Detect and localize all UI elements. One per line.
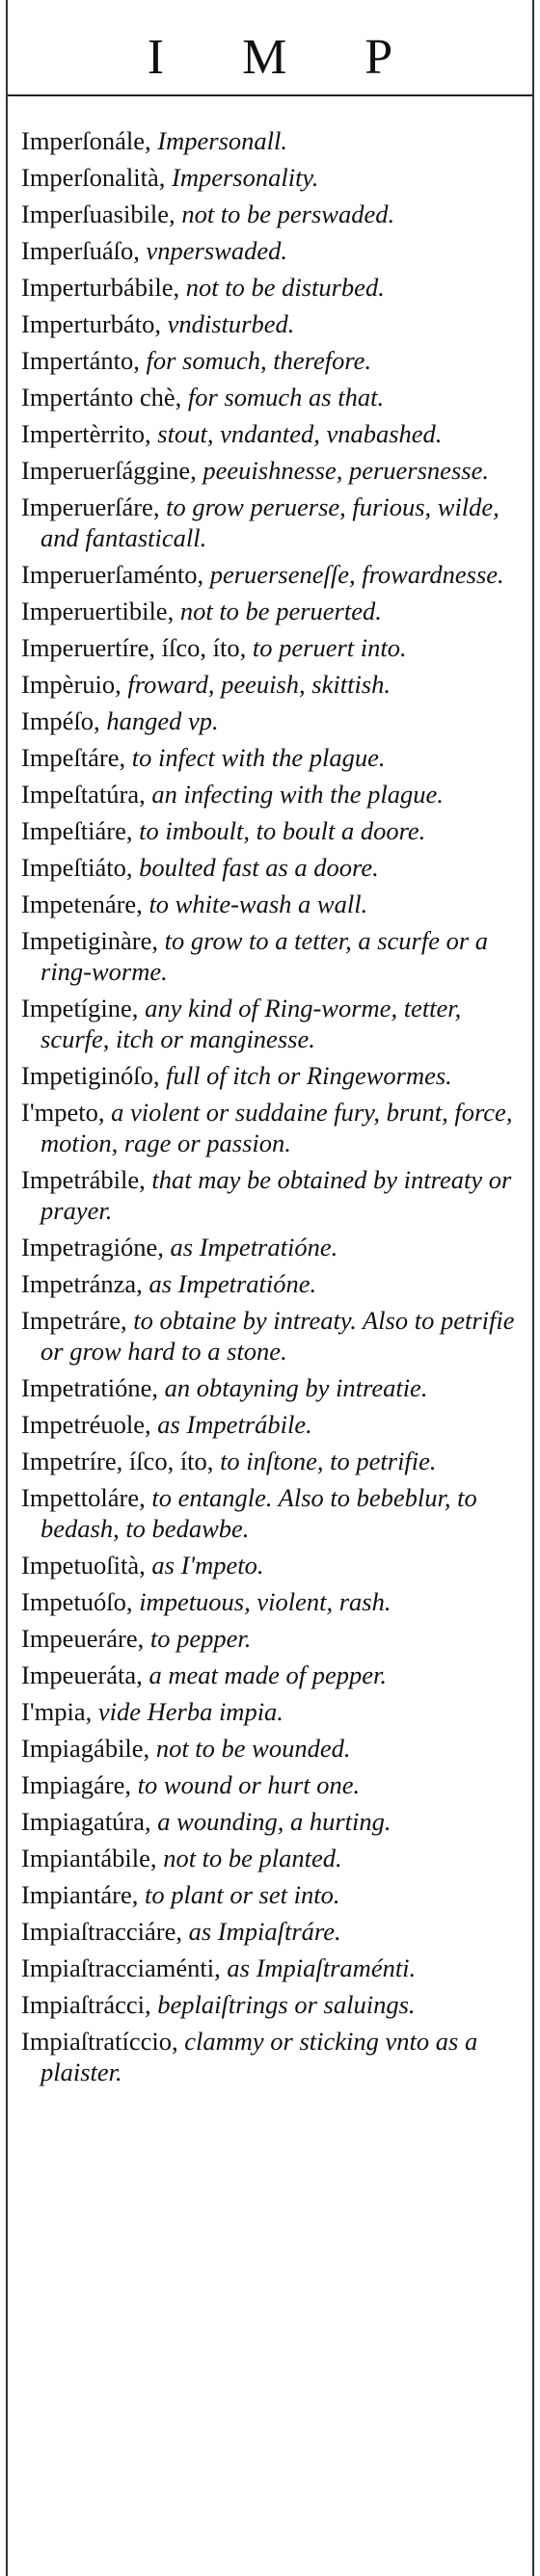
dictionary-entry	[21, 1586, 519, 1617]
entry-headword: Impeueráre,	[21, 1624, 145, 1653]
entry-definition: to grow peruerse, furious, wilde, and fantasticall.	[40, 492, 500, 552]
entry-definition: that may be obtained by intreaty or prayer.	[40, 1165, 512, 1225]
entry-definition: to infect with the plague.	[125, 743, 386, 772]
dictionary-entry	[21, 1409, 519, 1440]
dictionary-entry	[21, 1372, 519, 1403]
dictionary-entry	[21, 455, 519, 486]
entry-headword: Impetránza,	[21, 1269, 143, 1298]
entry-headword: Imperuerſággine,	[21, 456, 197, 485]
entry-definition: impetuous, violent, rash.	[132, 1587, 392, 1616]
entry-definition: full of itch or Ringewormes.	[159, 1061, 452, 1090]
entry-headword: Impéſo,	[21, 706, 100, 735]
dictionary-entry	[21, 1660, 519, 1690]
dictionary-entry	[21, 632, 519, 663]
running-head: I M P	[147, 30, 426, 85]
entry-definition: to obtaine by intreaty. Also to petrifie or grow hard to a stone.	[40, 1306, 515, 1366]
entry-headword: Impetenáre,	[21, 890, 143, 918]
entry-definition: Impersonality.	[165, 163, 319, 192]
entry-headword: Impeſtáre,	[21, 743, 126, 772]
entry-headword: Impeſtatúra,	[21, 780, 146, 809]
dictionary-entry	[21, 491, 519, 553]
entry-definition: for somuch as that.	[181, 383, 385, 412]
dictionary-entry	[21, 199, 519, 229]
entry-definition: vndisturbed.	[160, 309, 295, 338]
entry-headword: Imperuerſaménto,	[21, 560, 204, 589]
dictionary-entry	[21, 1806, 519, 1837]
dictionary-entry	[21, 382, 519, 412]
entry-headword: Imperuerſáre,	[21, 492, 160, 521]
entry-definition: Impersonall.	[150, 126, 287, 155]
dictionary-entry	[21, 1446, 519, 1476]
entry-definition: an infecting with the plague.	[145, 780, 444, 809]
dictionary-entry	[21, 1164, 519, 1226]
entry-headword: Impèruio,	[21, 670, 122, 699]
entry-headword: Imperuertíre, íſco, íto,	[21, 633, 247, 662]
dictionary-entry	[21, 669, 519, 700]
entry-definition: as I'mpeto.	[145, 1551, 264, 1580]
dictionary-entry	[21, 779, 519, 810]
dictionary-entry	[21, 889, 519, 919]
entry-headword: I'mpia,	[21, 1697, 93, 1726]
dictionary-entry	[21, 125, 519, 156]
dictionary-entry	[21, 1879, 519, 1910]
dictionary-entry	[21, 1952, 519, 1983]
entry-definition: as Impetratióne.	[163, 1233, 338, 1261]
entry-headword: Impetrábile,	[21, 1165, 146, 1194]
entry-definition: not to be peruerted.	[174, 597, 382, 625]
entry-headword: Impiantáre,	[21, 1880, 139, 1909]
entry-headword: Impiantábile,	[21, 1844, 157, 1872]
dictionary-entry	[21, 2026, 519, 2087]
dictionary-page	[6, 0, 534, 2576]
entry-definition: a violent or suddaine fury, brunt, force, motion, rage or passion.	[40, 1098, 513, 1157]
entry-definition: froward, peeuish, skittish.	[121, 670, 391, 699]
dictionary-entry	[21, 1696, 519, 1727]
dictionary-entry	[21, 1482, 519, 1544]
entry-headword: Impetréuole,	[21, 1410, 151, 1439]
entry-definition: to wound or hurt one.	[131, 1770, 361, 1799]
dictionary-entry	[21, 1268, 519, 1299]
entry-headword: Impetígine,	[21, 994, 139, 1022]
entry-headword: Impiagáre,	[21, 1770, 132, 1799]
dictionary-entry	[21, 1550, 519, 1580]
entry-definition: clammy or sticking vnto as a plaister.	[40, 2027, 478, 2086]
entry-headword: Impertánto,	[21, 346, 140, 375]
dictionary-entry	[21, 308, 519, 339]
entry-headword: Impetiginàre,	[21, 926, 159, 955]
entry-headword: Impetráre,	[21, 1306, 127, 1335]
entry-definition: not to be planted.	[156, 1844, 342, 1872]
dictionary-entry	[21, 596, 519, 626]
dictionary-entry	[21, 345, 519, 376]
dictionary-entry	[21, 1623, 519, 1654]
entry-headword: Impiagatúra,	[21, 1807, 151, 1836]
dictionary-entry	[21, 742, 519, 773]
page-header	[8, 0, 532, 96]
dictionary-entry	[21, 1232, 519, 1262]
dictionary-entry	[21, 272, 519, 303]
entry-headword: Imperſuáſo,	[21, 236, 140, 265]
entry-definition: to peruert into.	[246, 633, 407, 662]
entry-definition: as Impetrábile.	[150, 1410, 312, 1439]
entry-headword: Imperſuasibile,	[21, 199, 176, 228]
entry-definition: to grow to a tetter, a scurfe or a ring-worme.	[40, 926, 489, 986]
entry-definition: not to be wounded.	[149, 1734, 351, 1763]
dictionary-entry	[21, 925, 519, 987]
entry-definition: any kind of Ring-worme, tetter, scurfe, itch or manginesse.	[40, 994, 462, 1053]
entry-headword: Impeſtiáre,	[21, 816, 133, 845]
dictionary-entry	[21, 1305, 519, 1367]
entry-headword: Imperſonále,	[21, 126, 151, 155]
dictionary-entry	[21, 1843, 519, 1873]
dictionary-entry	[21, 162, 519, 193]
entry-definition: boulted fast as a doore.	[132, 853, 379, 882]
entry-definition: peeuishnesse, peruersnesse.	[196, 456, 489, 485]
entry-definition: to imboult, to boult a doore.	[132, 816, 426, 845]
entry-definition: as Impiaſtráre.	[181, 1917, 341, 1946]
dictionary-entry	[21, 235, 519, 266]
entry-definition: vide Herba impia.	[92, 1697, 284, 1726]
dictionary-entry	[21, 852, 519, 883]
dictionary-entry	[21, 1989, 519, 2020]
entry-definition: to white-wash a wall.	[142, 890, 368, 918]
dictionary-entry	[21, 993, 519, 1054]
entry-definition: vnperswaded.	[139, 236, 287, 265]
dictionary-entry	[21, 815, 519, 846]
entry-definition: hanged vp.	[99, 706, 219, 735]
entry-definition: beplaiſtrings or saluings.	[150, 1990, 416, 2019]
entry-definition: an obtayning by intreatie.	[158, 1373, 428, 1402]
entry-headword: Impertèrrito,	[21, 419, 151, 448]
dictionary-entry	[21, 1769, 519, 1800]
dictionary-entry	[21, 1097, 519, 1158]
entry-headword: Impetuóſo,	[21, 1587, 133, 1616]
dictionary-entry	[21, 418, 519, 449]
entry-headword: Imperturbábile,	[21, 273, 180, 302]
entry-definition: as Impetratióne.	[142, 1269, 317, 1298]
dictionary-entry	[21, 559, 519, 590]
entry-definition: to pepper.	[144, 1624, 252, 1653]
entry-definition: a meat made of pepper.	[142, 1660, 387, 1689]
entry-headword: Imperuertibile,	[21, 597, 175, 625]
entry-headword: Impiaſtratíccio,	[21, 2027, 178, 2056]
entry-headword: Impetragióne,	[21, 1233, 164, 1261]
entry-definition: to plant or set into.	[138, 1880, 340, 1909]
entry-headword: Impetríre, íſco, íto,	[21, 1447, 214, 1475]
entry-definition: stout, vndanted, vnabashed.	[150, 419, 443, 448]
entry-headword: Imperturbáto,	[21, 309, 161, 338]
entry-definition: a wounding, a hurting.	[150, 1807, 392, 1836]
entry-headword: Impetiginóſo,	[21, 1061, 160, 1090]
entry-headword: Impiagábile,	[21, 1734, 150, 1763]
entry-definition: not to be disturbed.	[179, 273, 385, 302]
entry-headword: Impiaſtracciáre,	[21, 1917, 182, 1946]
entry-headword: Impiaſtracciaménti,	[21, 1953, 221, 1982]
entry-definition: as Impiaſtraménti.	[220, 1953, 417, 1982]
dictionary-entry	[21, 1733, 519, 1764]
entry-definition: for somuch, therefore.	[139, 346, 372, 375]
entry-definition: peruerseneſſe, frowardnesse.	[203, 560, 504, 589]
entry-headword: Impertánto chè,	[21, 383, 182, 412]
entry-headword: Impettoláre,	[21, 1483, 146, 1512]
entry-definition: not to be perswaded.	[175, 199, 395, 228]
entry-headword: Imperſonalità,	[21, 163, 166, 192]
entry-headword: Impetuoſità,	[21, 1551, 146, 1580]
entry-definition: to inſtone, to petrifie.	[213, 1447, 437, 1475]
entry-headword: Impeſtiáto,	[21, 853, 133, 882]
entry-headword: Impeueráta,	[21, 1660, 143, 1689]
entry-headword: I'mpeto,	[21, 1098, 105, 1127]
dictionary-entry	[21, 705, 519, 736]
entry-definition: to entangle. Also to bebeblur, to bedash, to bedawbe.	[40, 1483, 477, 1543]
dictionary-entry	[21, 1060, 519, 1091]
entry-headword: Impiaſtrácci,	[21, 1990, 151, 2019]
dictionary-entry	[21, 1916, 519, 1947]
entry-list	[8, 96, 532, 2087]
entry-headword: Impetratióne,	[21, 1373, 159, 1402]
